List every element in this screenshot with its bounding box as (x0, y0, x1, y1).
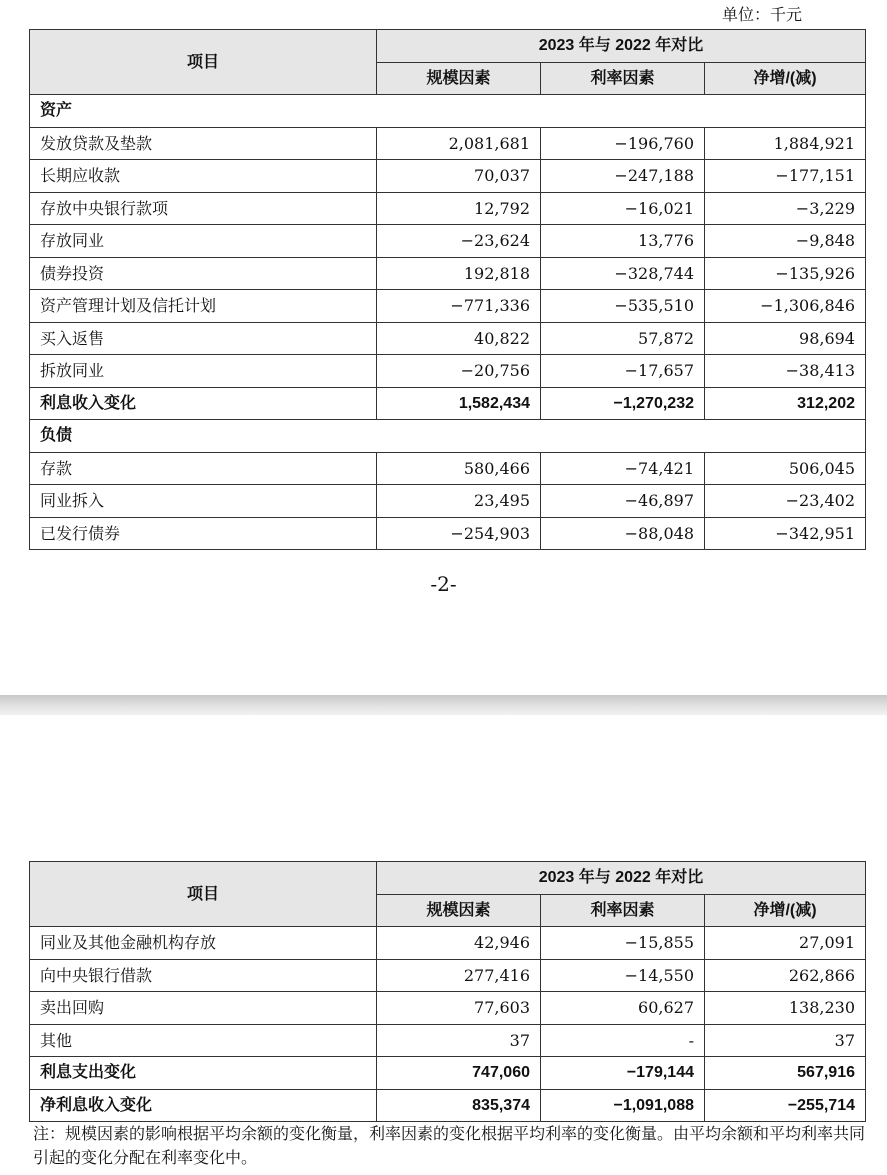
scale-cell: 835,374 (377, 1089, 541, 1122)
footnote: 注：规模因素的影响根据平均余额的变化衡量，利率因素的变化根据平均利率的变化衡量。由平均余额和平均利率共同引起的变化分配在利率变化中。 (33, 1124, 866, 1167)
scale-cell: 277,416 (377, 959, 541, 992)
rate-cell: −328,744 (541, 257, 705, 290)
scale-cell: −254,903 (377, 517, 541, 550)
table-row (30, 322, 866, 355)
rate-cell: 60,627 (541, 992, 705, 1025)
net-cell: 262,866 (705, 959, 866, 992)
section-row (30, 420, 866, 453)
table-row (30, 290, 866, 323)
table-row (30, 192, 866, 225)
net-cell: −1,306,846 (705, 290, 866, 323)
scale-cell: 747,060 (377, 1057, 541, 1090)
scale-cell: −23,624 (377, 225, 541, 258)
page-separator (0, 695, 887, 715)
scale-cell: 12,792 (377, 192, 541, 225)
rate-cell: −17,657 (541, 355, 705, 388)
row-label: 其他 (30, 1024, 377, 1057)
row-label: 向中央银行借款 (30, 959, 377, 992)
rate-cell: −179,144 (541, 1057, 705, 1090)
liabilities-title: 负债 (30, 420, 866, 453)
header-item: 项目 (30, 30, 377, 95)
table-row (30, 225, 866, 258)
rate-cell: −46,897 (541, 485, 705, 518)
row-label: 资产管理计划及信托计划 (30, 290, 377, 323)
total-row-interest-expense (30, 1057, 866, 1090)
table-row (30, 257, 866, 290)
scale-cell: 2,081,681 (377, 127, 541, 160)
net-cell: −9,848 (705, 225, 866, 258)
header-comparison: 2023 年与 2022 年对比 (377, 30, 866, 63)
net-cell: −177,151 (705, 160, 866, 193)
net-cell: 312,202 (705, 387, 866, 420)
assets-title: 资产 (30, 95, 866, 128)
row-label: 存款 (30, 452, 377, 485)
rate-cell: - (541, 1024, 705, 1057)
rate-cell: −1,270,232 (541, 387, 705, 420)
scale-cell: 23,495 (377, 485, 541, 518)
row-label: 同业拆入 (30, 485, 377, 518)
table-row (30, 517, 866, 550)
page-number: -2- (430, 572, 457, 596)
net-cell: −3,229 (705, 192, 866, 225)
rate-cell: 57,872 (541, 322, 705, 355)
scale-cell: −771,336 (377, 290, 541, 323)
table-row (30, 452, 866, 485)
row-label: 发放贷款及垫款 (30, 127, 377, 160)
interest-change-table-2 (29, 861, 866, 1122)
table-row (30, 160, 866, 193)
table-row (30, 485, 866, 518)
row-label: 债券投资 (30, 257, 377, 290)
total-row-interest-income (30, 387, 866, 420)
net-cell: 98,694 (705, 322, 866, 355)
table-row (30, 1024, 866, 1057)
net-cell: 1,884,921 (705, 127, 866, 160)
unit-label: 单位：千元 (722, 5, 803, 24)
header-scale: 规模因素 (377, 894, 541, 927)
net-cell: 138,230 (705, 992, 866, 1025)
rate-cell: −196,760 (541, 127, 705, 160)
table-row (30, 992, 866, 1025)
rate-cell: −16,021 (541, 192, 705, 225)
net-cell: 567,916 (705, 1057, 866, 1090)
header-scale: 规模因素 (377, 62, 541, 95)
scale-cell: 42,946 (377, 927, 541, 960)
rate-cell: −1,091,088 (541, 1089, 705, 1122)
table-row (30, 959, 866, 992)
net-cell: −342,951 (705, 517, 866, 550)
row-label: 净利息收入变化 (30, 1089, 377, 1122)
rate-cell: −74,421 (541, 452, 705, 485)
interest-change-table-1 (29, 29, 866, 550)
table-row (30, 927, 866, 960)
rate-cell: −535,510 (541, 290, 705, 323)
scale-cell: −20,756 (377, 355, 541, 388)
header-comparison: 2023 年与 2022 年对比 (377, 862, 866, 895)
net-cell: 27,091 (705, 927, 866, 960)
scale-cell: 40,822 (377, 322, 541, 355)
scale-cell: 70,037 (377, 160, 541, 193)
header-net: 净增/(减) (705, 894, 866, 927)
rate-cell: 13,776 (541, 225, 705, 258)
row-label: 存放中央银行款项 (30, 192, 377, 225)
total-row-net-interest (30, 1089, 866, 1122)
row-label: 长期应收款 (30, 160, 377, 193)
net-cell: 506,045 (705, 452, 866, 485)
scale-cell: 192,818 (377, 257, 541, 290)
net-cell: −23,402 (705, 485, 866, 518)
scale-cell: 1,582,434 (377, 387, 541, 420)
net-cell: −255,714 (705, 1089, 866, 1122)
rate-cell: −247,188 (541, 160, 705, 193)
rate-cell: −88,048 (541, 517, 705, 550)
net-cell: −38,413 (705, 355, 866, 388)
table-row (30, 355, 866, 388)
rate-cell: −15,855 (541, 927, 705, 960)
net-cell: 37 (705, 1024, 866, 1057)
row-label: 利息支出变化 (30, 1057, 377, 1090)
header-rate: 利率因素 (541, 62, 705, 95)
header-net: 净增/(减) (705, 62, 866, 95)
table-row (30, 127, 866, 160)
header-item: 项目 (30, 862, 377, 927)
row-label: 利息收入变化 (30, 387, 377, 420)
scale-cell: 77,603 (377, 992, 541, 1025)
row-label: 买入返售 (30, 322, 377, 355)
net-cell: −135,926 (705, 257, 866, 290)
row-label: 卖出回购 (30, 992, 377, 1025)
row-label: 存放同业 (30, 225, 377, 258)
rate-cell: −14,550 (541, 959, 705, 992)
scale-cell: 580,466 (377, 452, 541, 485)
row-label: 已发行债券 (30, 517, 377, 550)
section-row (30, 95, 866, 128)
row-label: 拆放同业 (30, 355, 377, 388)
scale-cell: 37 (377, 1024, 541, 1057)
header-rate: 利率因素 (541, 894, 705, 927)
row-label: 同业及其他金融机构存放 (30, 927, 377, 960)
